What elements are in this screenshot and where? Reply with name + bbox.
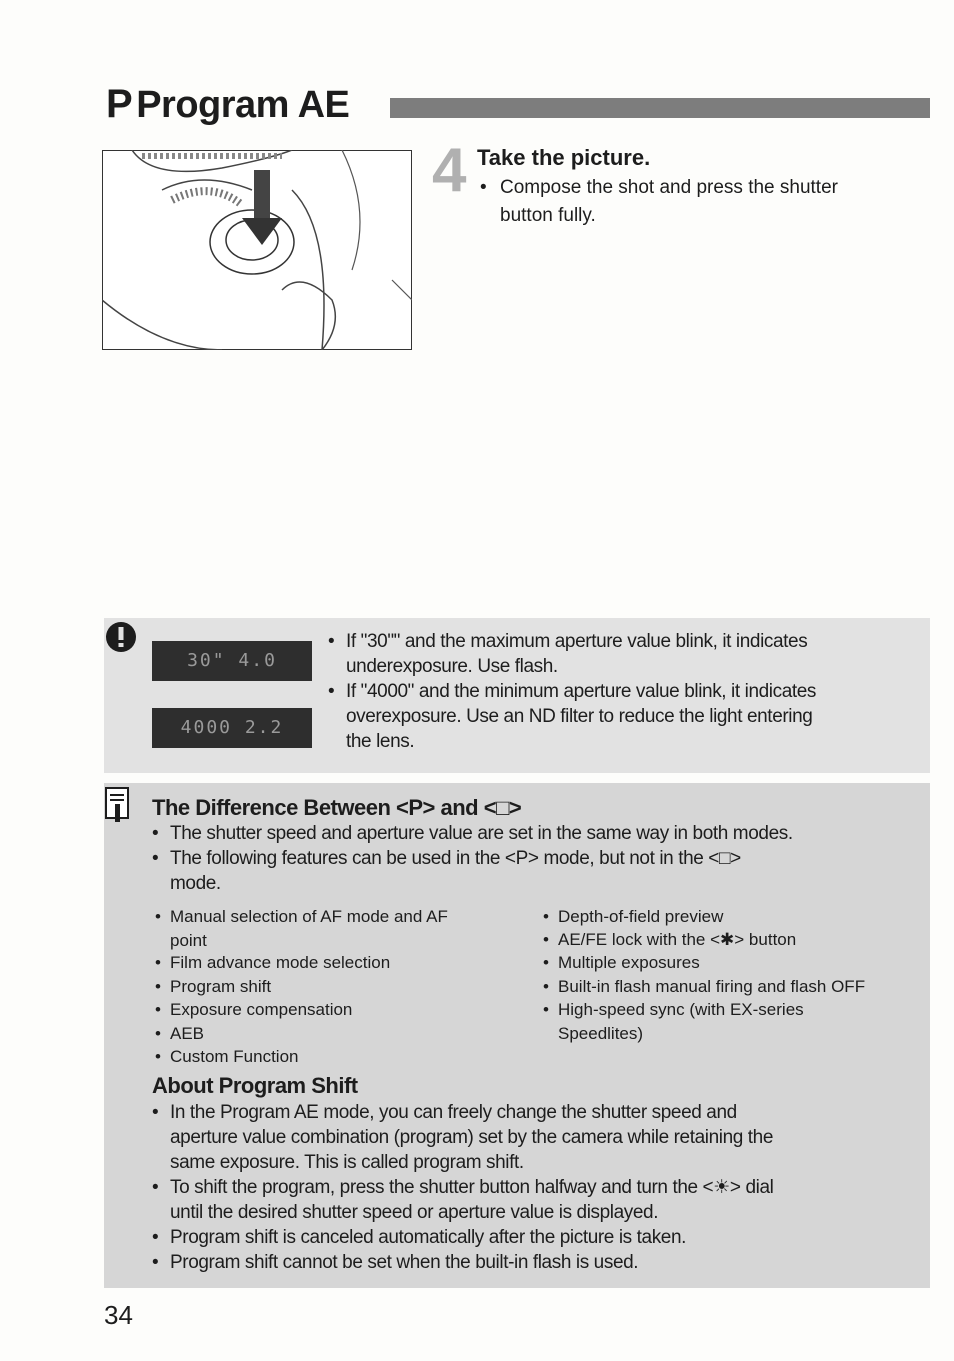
bullet-dot: • xyxy=(155,907,161,926)
note-icon xyxy=(104,786,132,824)
step-number: 4 xyxy=(432,136,467,205)
about-line: until the desired shutter speed or aperture value is displayed. xyxy=(170,1202,659,1223)
step-bullet-line: button fully. xyxy=(500,205,596,226)
feature-item xyxy=(543,928,797,952)
caution-icon xyxy=(104,620,138,654)
about-bullet xyxy=(152,1250,910,1275)
note-line: The following features can be used in the <P> mode, but not in the <□> xyxy=(170,848,741,869)
bullet-dot: • xyxy=(155,953,161,972)
note-line: mode. xyxy=(170,873,221,894)
feature-line: Multiple exposures xyxy=(558,953,700,972)
feature-line: Custom Function xyxy=(170,1047,299,1066)
feature-item xyxy=(543,998,804,1045)
bullet-dot: • xyxy=(328,631,335,652)
caution-bullet xyxy=(328,679,906,754)
bullet-dot: • xyxy=(543,977,549,996)
about-line: To shift the program, press the shutter button halfway and turn the <☀> dial xyxy=(170,1177,774,1198)
bullet-dot: • xyxy=(152,1102,159,1123)
bullet-dot: • xyxy=(155,1047,161,1066)
note-bullet xyxy=(152,821,910,846)
bullet-dot: • xyxy=(328,681,335,702)
feature-line: point xyxy=(170,930,207,950)
bullet-dot: • xyxy=(543,907,549,926)
title-rule-bar xyxy=(390,98,930,118)
feature-line: Speedlites) xyxy=(558,1023,644,1043)
feature-line: AE/FE lock with the <✱> button xyxy=(558,930,797,949)
feature-line: AEB xyxy=(170,1024,205,1043)
page-title-text: Program AE xyxy=(136,84,350,126)
mode-letter: P xyxy=(106,82,133,126)
about-bullet xyxy=(152,1225,910,1250)
bullet-dot: • xyxy=(480,177,487,198)
feature-item xyxy=(543,951,700,975)
bullet-dot: • xyxy=(152,848,159,869)
feature-item xyxy=(155,998,353,1022)
caution-line: underexposure. Use flash. xyxy=(346,656,558,677)
about-line: Program shift is canceled automatically after the picture is taken. xyxy=(170,1227,687,1248)
feature-line: Program shift xyxy=(170,977,272,996)
feature-item xyxy=(155,1022,205,1046)
bullet-dot: • xyxy=(152,1177,159,1198)
note-bullet xyxy=(152,846,910,896)
about-program-shift-heading: About Program Shift xyxy=(152,1073,358,1098)
bullet-dot: • xyxy=(152,1227,159,1248)
lcd-overexposure-display: 4000 2.2 xyxy=(152,708,312,748)
bullet-dot: • xyxy=(543,1000,549,1019)
caution-line: If "4000" and the minimum aperture value blink, it indicates xyxy=(346,681,817,702)
bullet-dot: • xyxy=(152,1252,159,1273)
about-line: aperture value combination (program) set by the camera while retaining the xyxy=(170,1127,774,1148)
feature-line: Manual selection of AF mode and AF xyxy=(170,907,448,926)
feature-line: Film advance mode selection xyxy=(170,953,391,972)
feature-item xyxy=(155,951,391,975)
feature-item xyxy=(543,975,866,999)
about-line: same exposure. This is called program shift. xyxy=(170,1152,524,1173)
note-line: The shutter speed and aperture value are set in the same way in both modes. xyxy=(170,823,793,844)
feature-line: Exposure compensation xyxy=(170,1000,353,1019)
feature-item xyxy=(543,905,724,929)
bullet-dot: • xyxy=(155,1024,161,1043)
about-line: Program shift cannot be set when the built-in flash is used. xyxy=(170,1252,639,1273)
bullet-dot: • xyxy=(155,1000,161,1019)
bullet-dot: • xyxy=(155,977,161,996)
feature-line: High-speed sync (with EX-series xyxy=(558,1000,804,1019)
lcd-underexposure-display: 30" 4.0 xyxy=(152,641,312,681)
bullet-dot: • xyxy=(543,930,549,949)
page-title xyxy=(106,84,349,124)
about-bullet xyxy=(152,1100,910,1175)
page-number: 34 xyxy=(104,1300,133,1330)
feature-item xyxy=(155,905,448,952)
bullet-dot: • xyxy=(543,953,549,972)
shutter-button-press-illustration xyxy=(102,150,412,350)
caution-bullet xyxy=(328,629,906,679)
about-bullet xyxy=(152,1175,910,1225)
caution-line: If "30"" and the maximum aperture value blink, it indicates xyxy=(346,631,808,652)
caution-line: the lens. xyxy=(346,731,415,752)
note-heading: The Difference Between <P> and <□> xyxy=(152,795,522,820)
feature-line: Depth-of-field preview xyxy=(558,907,724,926)
caution-line: overexposure. Use an ND filter to reduce the light entering xyxy=(346,706,813,727)
feature-line: Built-in flash manual firing and flash OFF xyxy=(558,977,866,996)
about-line: In the Program AE mode, you can freely change the shutter speed and xyxy=(170,1102,737,1123)
step-bullet xyxy=(480,174,838,230)
step-title: Take the picture. xyxy=(477,145,651,170)
bullet-dot: • xyxy=(152,823,159,844)
feature-item xyxy=(155,975,272,999)
step-bullet-line: Compose the shot and press the shutter xyxy=(500,177,838,198)
feature-item xyxy=(155,1045,299,1069)
